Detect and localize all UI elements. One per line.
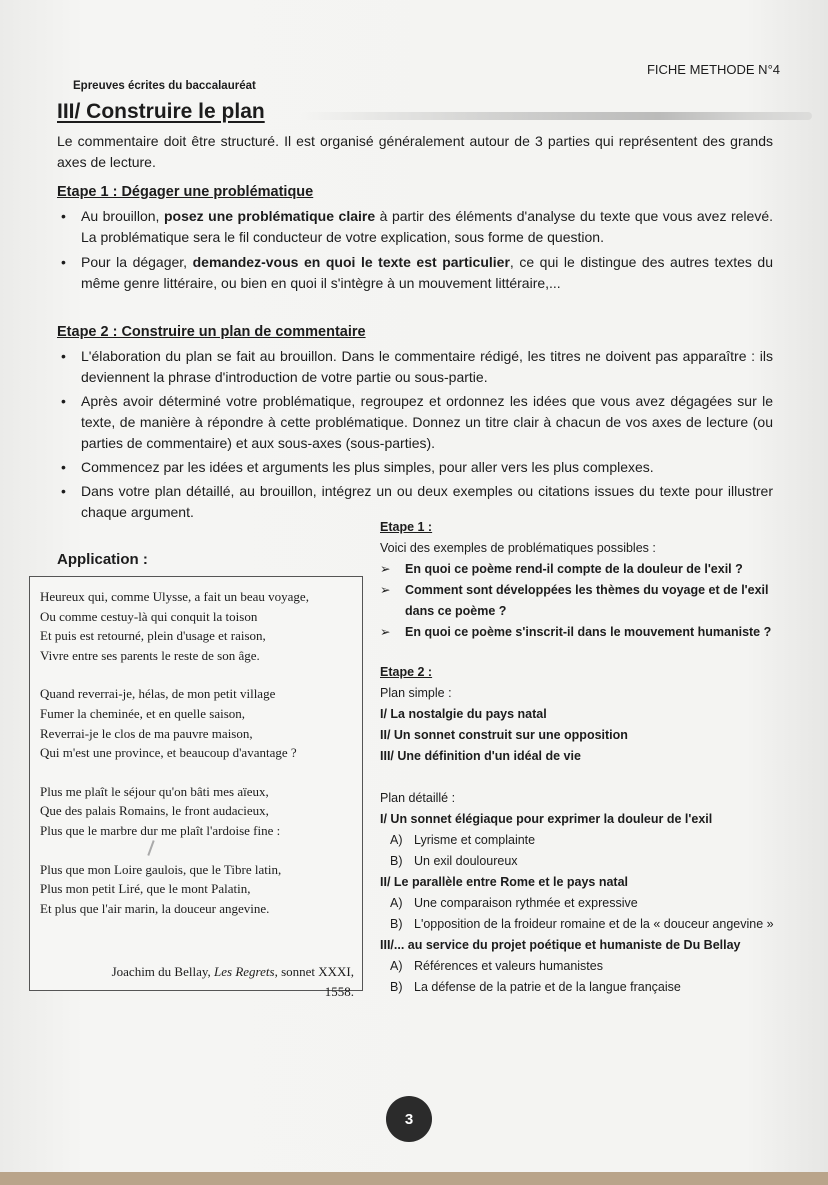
right-etape1-label: Etape 1 :	[380, 520, 433, 534]
right-etape2-label: Etape 2 :	[380, 665, 433, 679]
plan-subpart: A) Références et valeurs humanistes	[390, 959, 603, 973]
application-label: Application :	[57, 551, 148, 568]
plan-subpart: A) Une comparaison rythmée et expressive	[390, 896, 638, 910]
plan-detaille	[380, 788, 800, 998]
right-etape2	[380, 662, 800, 767]
list-item: • Après avoir déterminé votre problématique, regroupez et ordonnez les idées que vous avez dégagées sur le texte, de manière à répondre à cette problématique. Donnez un titre clair à chacun de vos axes de lecture (ou parties de commentaire) et aux sous-axes (sous-parties).	[61, 393, 773, 451]
bullet-icon: •	[61, 483, 66, 499]
stanza: Quand reverrai-je, hélas, de mon petit village Fumer la cheminée, et en quelle saison, Reverrai-je le clos de ma pauvre maison, Qui m'est une province, et beaucoup d'avantage ?	[40, 686, 297, 761]
arrow-right-icon: ➢	[380, 562, 391, 576]
problematique-item: ➢ En quoi ce poème s'inscrit-il dans le mouvement humaniste ?	[380, 622, 800, 643]
plan-simple-item: II/ Un sonnet construit sur une opposition	[380, 728, 628, 742]
arrow-right-icon: ➢	[380, 583, 391, 597]
scan-smudge	[300, 112, 812, 120]
list-item: • Dans votre plan détaillé, au brouillon, intégrez un ou deux exemples ou citations issues du texte pour illustrer chaque argument.	[61, 483, 773, 520]
plan-simple-label: Plan simple :	[380, 686, 452, 700]
list-item: • L'élaboration du plan se fait au brouillon. Dans le commentaire rédigé, les titres ne doivent pas apparaître : ils deviennent la phrase d'introduction de votre partie ou sous-partie.	[61, 348, 773, 385]
scan-edge	[0, 1172, 828, 1185]
list-item: • Au brouillon, posez une problématique claire à partir des éléments d'analyse du texte que vous avez relevé. La problématique sera le fil conducteur de votre explication, sous forme de question.	[61, 208, 773, 245]
poem-box	[29, 576, 363, 999]
plan-subpart: A) Lyrisme et complainte	[390, 833, 536, 847]
bullet-icon: •	[61, 459, 66, 475]
etape1-heading: Etape 1 : Dégager une problématique	[57, 184, 314, 200]
plan-part-title: II/ Le parallèle entre Rome et le pays natal	[380, 875, 629, 889]
problematiques-intro: Voici des exemples de problématiques possibles :	[380, 541, 656, 555]
bullet-icon: •	[61, 393, 66, 409]
poem-attribution: Joachim du Bellay, Les Regrets, sonnet XXXI, 1558.	[111, 964, 354, 999]
list-item: • Pour la dégager, demandez-vous en quoi le texte est particulier, ce qui le distingue des autres textes du même genre littéraire, ou bien en quoi il s'intègre à un mouvement littéraire,...	[61, 254, 773, 291]
plan-detaille-label: Plan détaillé :	[380, 791, 456, 805]
plan-simple-item: I/ La nostalgie du pays natal	[380, 707, 547, 721]
plan-subpart: B) L'opposition de la froideur romaine et de la « douceur angevine »	[390, 917, 774, 931]
stanza: Heureux qui, comme Ulysse, a fait un beau voyage, Ou comme cestuy-là qui conquit la toison Et puis est retourné, plein d'usage et raison, Vivre entre ses parents le reste de son âge.	[40, 589, 309, 663]
plan-simple-item: III/ Une définition d'un idéal de vie	[380, 749, 581, 763]
intro-paragraph: Le commentaire doit être structuré. Il est organisé généralement autour de 3 parties qui représentent des grands axes de lecture.	[57, 133, 773, 170]
plan-part-title: III/... au service du projet poétique et humaniste de Du Bellay	[380, 938, 741, 952]
etape2-heading: Etape 2 : Construire un plan de commentaire	[57, 324, 366, 340]
bullet-icon: •	[61, 208, 66, 224]
arrow-right-icon: ➢	[380, 625, 391, 639]
page-title: III/ Construire le plan	[57, 100, 265, 123]
stanza: Plus que mon Loire gaulois, que le Tibre latin, Plus mon petit Liré, que le mont Palatin, Et plus que l'air marin, la douceur angevine.	[40, 861, 282, 916]
stanza: Plus me plaît le séjour qu'on bâti mes aïeux, Que des palais Romains, le front audacieux, Plus que le marbre dur me plaît l'ardoise fine :	[40, 783, 281, 838]
etape1-list	[57, 206, 773, 294]
list-item: • Commencez par les idées et arguments les plus simples, pour aller vers les plus complexes.	[57, 457, 773, 478]
exam-label: Epreuves écrites du baccalauréat	[73, 80, 256, 92]
poem	[40, 587, 358, 937]
page-number-badge: 3	[386, 1096, 432, 1142]
etape2-list	[57, 346, 773, 523]
right-etape1	[380, 517, 800, 643]
plan-subpart: B) Un exil douloureux	[390, 854, 518, 868]
bullet-icon: •	[61, 254, 66, 270]
problematique-item: ➢ Comment sont développées les thèmes du voyage et de l'exil dans ce poème ?	[380, 580, 800, 622]
bullet-icon: •	[61, 348, 66, 364]
plan-subpart: B) La défense de la patrie et de la langue française	[390, 980, 681, 994]
plan-part-title: I/ Un sonnet élégiaque pour exprimer la douleur de l'exil	[380, 812, 713, 826]
fiche-label: FICHE METHODE N°4	[646, 62, 780, 77]
problematique-item: ➢ En quoi ce poème rend-il compte de la douleur de l'exil ?	[380, 559, 800, 580]
